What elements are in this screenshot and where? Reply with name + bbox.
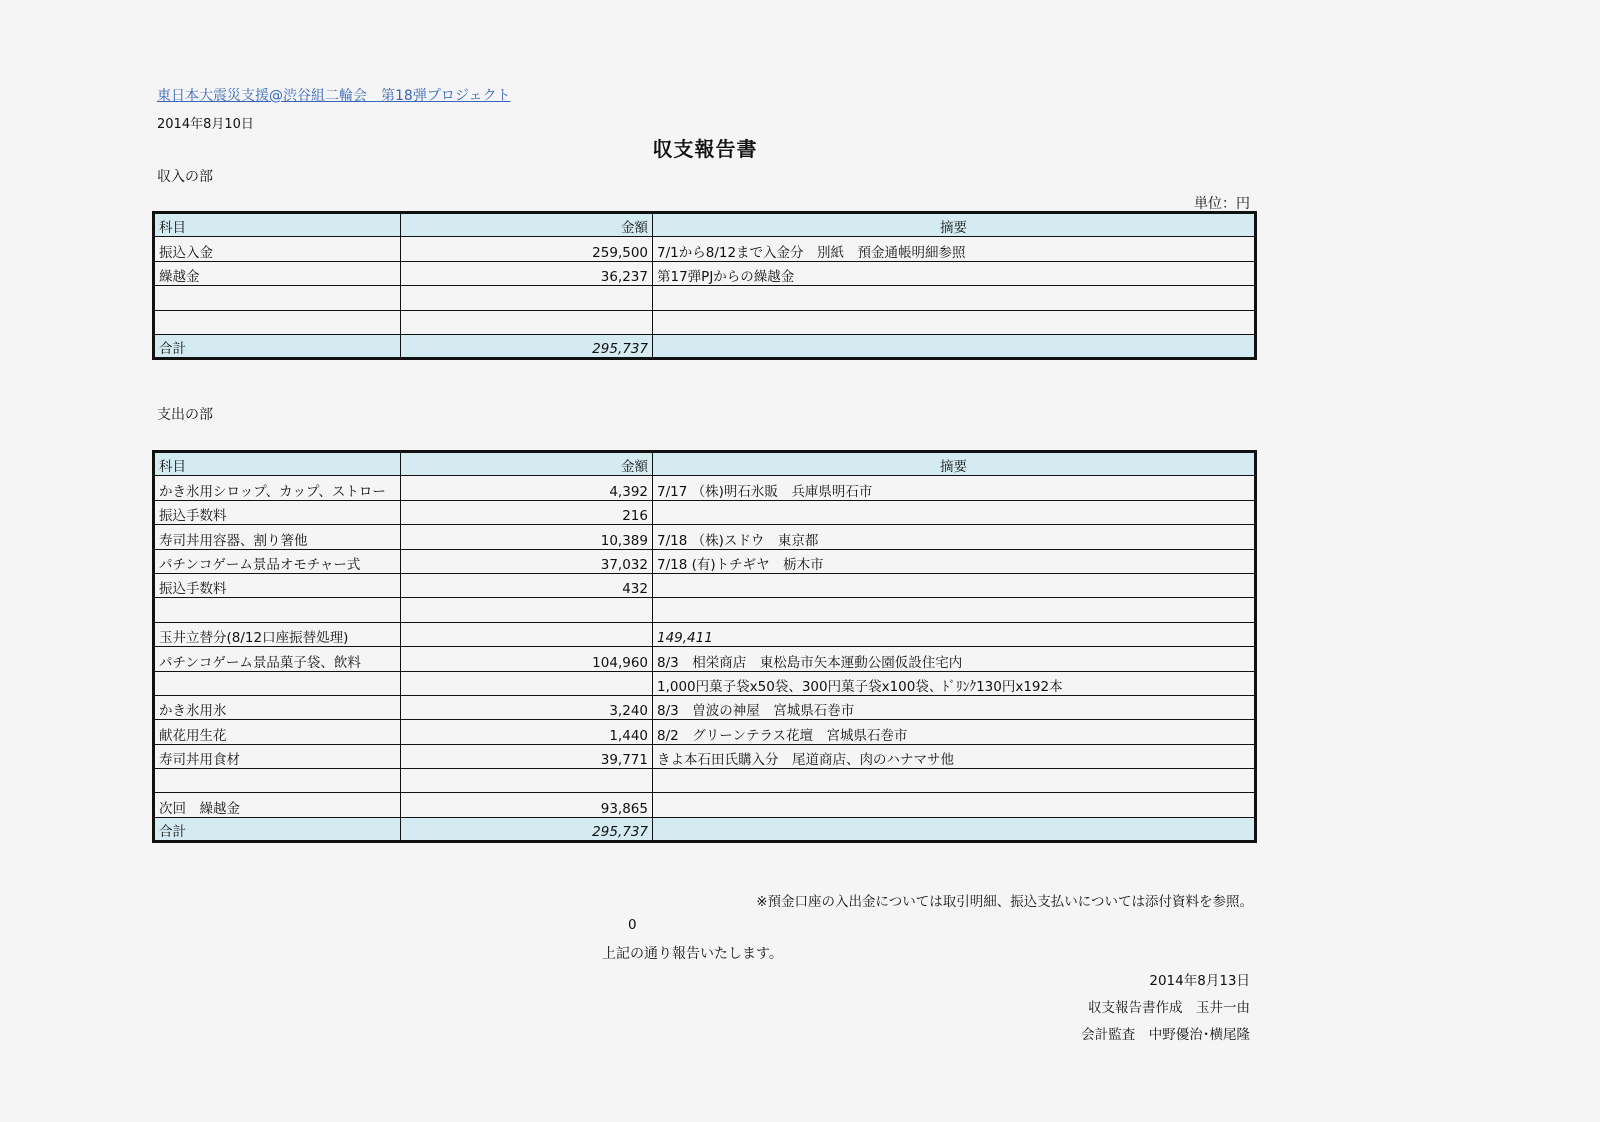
- table-row: [154, 793, 1256, 817]
- table-row: [154, 671, 1256, 695]
- table-row: [154, 720, 1256, 744]
- item-cell: 振込入金: [154, 237, 401, 261]
- item-cell: 寿司丼用容器、割り箸他: [154, 525, 401, 549]
- description-cell: 1,000円菓子袋x50袋、300円菓子袋x100袋、ﾄﾞﾘﾝｸ130円x192本: [653, 671, 1256, 695]
- table-row: [154, 598, 1256, 622]
- description-cell: 7/17 （株)明石氷販 兵庫県明石市: [653, 476, 1256, 500]
- table-row: [154, 476, 1256, 500]
- amount-cell: [401, 598, 653, 622]
- description-cell: 8/2 グリーンテラス花壇 宮城県石巻市: [653, 720, 1256, 744]
- report-final-date: 2014年8月13日: [1149, 973, 1250, 989]
- table-row: [154, 769, 1256, 793]
- amount-cell: 37,032: [401, 549, 653, 573]
- income-total-row: [154, 334, 1256, 358]
- amount-cell: 1,440: [401, 720, 653, 744]
- description-cell: [653, 310, 1256, 334]
- description-cell: [653, 500, 1256, 524]
- income-table: [152, 211, 1257, 360]
- description-cell: 7/18 (有)トチギヤ 栃木市: [653, 549, 1256, 573]
- description-cell: 7/1から8/12まで入金分 別紙 預金通帳明細参照: [653, 237, 1256, 261]
- col-header-amount: 金額: [401, 452, 653, 476]
- expense-table: [152, 450, 1257, 843]
- col-header-description: 摘要: [653, 213, 1256, 237]
- amount-cell: 36,237: [401, 261, 653, 285]
- amount-cell: [401, 310, 653, 334]
- total-description: [653, 817, 1256, 841]
- project-link[interactable]: 東日本大震災支援@渋谷組二輪会 第18弾プロジェクト: [157, 88, 511, 104]
- description-cell: 149,411: [653, 622, 1256, 646]
- amount-cell: [401, 286, 653, 310]
- description-cell: [653, 598, 1256, 622]
- item-cell: [154, 598, 401, 622]
- description-cell: きよ本石田氏購入分 尾道商店、肉のハナマサ他: [653, 744, 1256, 768]
- description-cell: [653, 769, 1256, 793]
- item-cell: かき氷用氷: [154, 695, 401, 719]
- document-title: 収支報告書: [652, 137, 758, 161]
- amount-cell: 3,240: [401, 695, 653, 719]
- item-cell: [154, 769, 401, 793]
- item-cell: パチンコゲーム景品オモチャー式: [154, 549, 401, 573]
- description-cell: 7/18 （株)スドウ 東京都: [653, 525, 1256, 549]
- amount-cell: 432: [401, 573, 653, 597]
- report-date: 2014年8月10日: [157, 117, 254, 132]
- col-header-item: 科目: [154, 213, 401, 237]
- amount-cell: 39,771: [401, 744, 653, 768]
- closing-statement: 上記の通り報告いたします。: [602, 946, 783, 962]
- table-row: [154, 573, 1256, 597]
- total-label: 合計: [154, 334, 401, 358]
- item-cell: 玉井立替分(8/12口座振替処理): [154, 622, 401, 646]
- item-cell: 繰越金: [154, 261, 401, 285]
- table-row: [154, 549, 1256, 573]
- item-cell: 振込手数料: [154, 500, 401, 524]
- col-header-amount: 金額: [401, 213, 653, 237]
- item-cell: [154, 671, 401, 695]
- total-description: [653, 334, 1256, 358]
- table-row: [154, 500, 1256, 524]
- amount-cell: 10,389: [401, 525, 653, 549]
- item-cell: かき氷用シロップ、カップ、ストロー: [154, 476, 401, 500]
- amount-cell: 216: [401, 500, 653, 524]
- total-amount: 295,737: [401, 817, 653, 841]
- item-cell: 次回 繰越金: [154, 793, 401, 817]
- unit-label: 単位：円: [1194, 196, 1250, 212]
- amount-cell: 259,500: [401, 237, 653, 261]
- item-cell: [154, 310, 401, 334]
- table-row: [154, 525, 1256, 549]
- amount-cell: 93,865: [401, 793, 653, 817]
- expense-total-row: [154, 817, 1256, 841]
- table-row: [154, 286, 1256, 310]
- amount-cell: [401, 769, 653, 793]
- reference-note: ※預金口座の入出金については取引明細、振込支払いについては添付資料を参照。: [756, 894, 1253, 910]
- amount-cell: 104,960: [401, 647, 653, 671]
- amount-cell: [401, 622, 653, 646]
- description-cell: 第17弾PJからの繰越金: [653, 261, 1256, 285]
- expense-header-row: [154, 452, 1256, 476]
- item-cell: パチンコゲーム景品菓子袋、飲料: [154, 647, 401, 671]
- description-cell: [653, 286, 1256, 310]
- col-header-item: 科目: [154, 452, 401, 476]
- col-header-description: 摘要: [653, 452, 1256, 476]
- item-cell: [154, 286, 401, 310]
- table-row: [154, 237, 1256, 261]
- description-cell: [653, 573, 1256, 597]
- income-section-label: 収入の部: [157, 169, 213, 185]
- total-label: 合計: [154, 817, 401, 841]
- report-auditor: 会計監査 中野優治･横尾隆: [1081, 1027, 1250, 1043]
- expense-section-label: 支出の部: [157, 407, 213, 423]
- table-row: [154, 695, 1256, 719]
- report-author: 収支報告書作成 玉井一由: [1088, 1000, 1250, 1016]
- description-cell: [653, 793, 1256, 817]
- item-cell: 寿司丼用食材: [154, 744, 401, 768]
- total-amount: 295,737: [401, 334, 653, 358]
- amount-cell: [401, 671, 653, 695]
- income-header-row: [154, 213, 1256, 237]
- description-cell: 8/3 曽波の神屋 宮城県石巻市: [653, 695, 1256, 719]
- item-cell: 振込手数料: [154, 573, 401, 597]
- table-row: [154, 744, 1256, 768]
- zero-value: 0: [628, 917, 637, 933]
- item-cell: 献花用生花: [154, 720, 401, 744]
- table-row: [154, 647, 1256, 671]
- description-cell: 8/3 相栄商店 東松島市矢本運動公園仮設住宅内: [653, 647, 1256, 671]
- table-row: [154, 622, 1256, 646]
- table-row: [154, 310, 1256, 334]
- table-row: [154, 261, 1256, 285]
- amount-cell: 4,392: [401, 476, 653, 500]
